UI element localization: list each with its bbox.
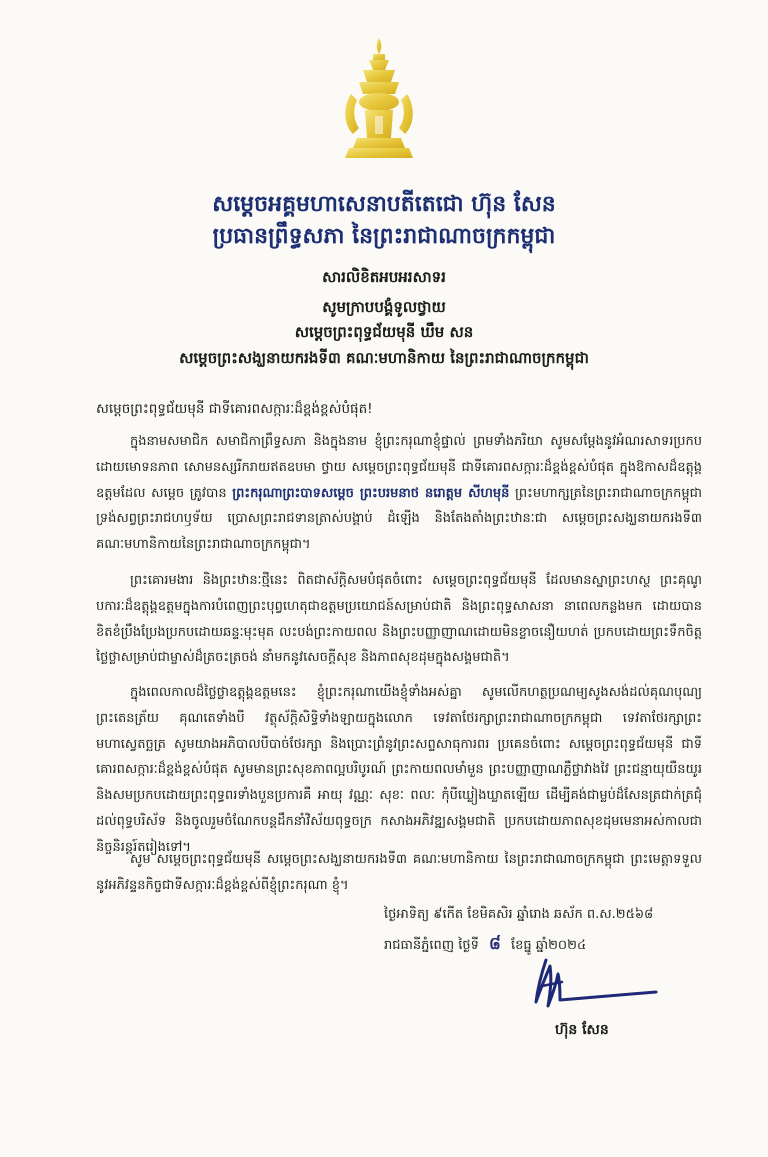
body-paragraph-2: ព្រះគោរមងារ និងព្រះឋានៈថ្មីនេះ ពិតជាស័ក្តិសមបំផុតចំពោះ សម្តេចព្រះពុទ្ធជ័យមុនី ដែលមានស្នាព្រះហស្ថ ព្រះគុណូបការៈដ៏ឧត្តុង្គឧត្តមក្នុងការបំពេញព្រះបុព្វហេតុជាឧត្តមប្រយោជន៍សម្រាប់ជាតិ និងព្រះពុទ្ធសាសនា នាពេលកន្លងមក ដោយបានខិតខំប្រឹងប្រែងប្រកបដោយឆន្ទៈមុះមុត លះបង់ព្រះកាយពល និងព្រះបញ្ញាញាណដោយមិនខ្លាចនឿយហត់ ប្រកបដោយព្រះទឹកចិត្តថ្លៃថ្លាសម្រាប់ជាម្ចាស់ដ៏ត្រចះត្រចង់ នាំមកនូវសេចក្តីសុខ និងភាពសុខដុមក្នុងសង្គមជាតិ។ bbox=[96, 573, 702, 666]
body-paragraph-3: ក្នុងពេលកាលដ៏ថ្លៃថ្លាឧត្តុង្គឧត្តមនេះ ខ្ញុំព្រះករុណាយើងខ្ញុំទាំងអស់គ្នា សូមលើកហត្ថប្រណម្យសូងសង់ដល់គុណបុណ្យព្រះតេនត្រ័យ គុណតេទាំងបី វត្ថុស័ក្តិសិទ្ធិទាំងឡាយក្នុងលោក ទេវតាថែរក្សាព្រះរាជាណាចក្រកម្ពុជា ទេវតាថែរក្សាព្រះមហាសេ្វតច្ឆត្រ សូមយាងអភិបាលបីបាច់ថែរក្សា និងប្រោះព្រំនូវព្រះសព្ទសាធុការពរ ប្រគេនចំពោះ សម្តេចព្រះពុទ្ធជ័យមុនី ជាទីគោរពសក្ការៈដ៏ខ្ពង់ខ្ពស់បំផុត សូមមានព្រះសុខភាពល្អបរិបូរណ៍ ព្រះកាយពលមាំមួន ព្រះបញ្ញាញាណភ្លឺថ្លាវាងវៃ ព្រះជន្មាយុយឺនយូរ និងសមប្រកបដោយព្រះពុទ្ធពរទាំងបួនប្រការគឺ អាយុ វណ្ណៈ សុខៈ ពលៈ កុំបីឃ្លៀងឃ្លាតឡើយ ដើម្បីគង់ជាម្លប់ដ៏សែនត្រជាក់ត្រជុំដល់ពុទ្ធបរិស័ទ និងចូលរួមចំណែកបន្តដឹកនាំវិស័យពុទ្ធចក្រ កសាងអភិវឌ្ឍសង្គមជាតិ ប្រកបដោយភាពសុខដុមមេនាអស់កាលជានិច្ចនិរន្តរ៍តរៀងទៅ។ bbox=[96, 685, 702, 855]
sender-title: ប្រធានព្រឹទ្ធសភា នៃព្រះរាជាណាចក្រកម្ពុជា bbox=[212, 224, 556, 249]
king-name: ព្រះករុណាព្រះបាទសម្តេច ព្រះបរមនាថ នរោត្តម សីហមុនី bbox=[232, 485, 510, 501]
letter-subject: សារលិខិតអបអរសាទរ bbox=[322, 268, 446, 286]
royal-emblem-icon bbox=[329, 36, 429, 160]
recipient-name: សម្តេចព្រះពុទ្ធជ័យមុនី ឃឹម សន bbox=[294, 323, 474, 341]
paragraph-1-text-b: ព្រះមហាក្សត្រនៃព្រះរាជាណាចក្រកម្ពុជា ទ្រង់សព្វព្រះរាជហឫទ័យ ប្រោសព្រះរាជទានត្រាស់បង្គាប់ ដំឡើង និងតែងតាំងព្រះឋានៈជា សម្តេចព្រះសង្ឃនាយករងទី៣ គណៈមហានិកាយនៃព្រះរាជាណាចក្រកម្ពុជា។ bbox=[96, 485, 702, 553]
recipient-title: សម្តេចព្រះសង្ឃនាយករងទី៣ គណៈមហានិកាយ នៃព្រះរាជាណាចក្រកម្ពុជា bbox=[179, 349, 589, 367]
signatory-name: ហ៊ុន សែន bbox=[555, 1022, 609, 1038]
date-day: ៨ bbox=[488, 934, 501, 954]
paragraph-1-text-a: ក្នុងនាមសមាជិក សមាជិកាព្រឹទ្ធសភា និងក្នុងនាម ខ្ញុំព្រះករុណាខ្ញុំផ្ទាល់ ព្រមទាំងភរិយា សូមសម្តែងនូវអំណរសាទរប្រកបដោយមោទនភាព សោមនស្សរីករាយឥតឧបមា ថ្វាយ សម្តេចព្រះពុទ្ធជ័យមុនី ជាទីគោរពសក្ការៈដ៏ខ្ពង់ខ្ពស់បំផុត ក្នុងឱកាសដ៏ឧត្តុង្គឧត្តមដែល សម្តេច ត្រូវបាន bbox=[96, 434, 702, 501]
body-paragraph-4: សូម សម្តេចព្រះពុទ្ធជ័យមុនី សម្តេចព្រះសង្ឃនាយករងទី៣ គណៈមហានិកាយ នៃព្រះរាជាណាចក្រកម្ពុជា ព្រះមេត្តាទទួលនូវអភិវន្ទនកិច្ចជាទីសក្ការៈដ៏ខ្ពង់ខ្ពស់ពីខ្ញុំព្រះករុណា ខ្ញុំ។ bbox=[96, 852, 702, 893]
sender-name: សម្តេចអគ្គមហាសេនាបតីតេជោ ហ៊ុន សែន bbox=[212, 192, 556, 217]
salutation: សម្តេចព្រះពុទ្ធជ័យមុនី ជាទីគោរពសក្ការៈដ៏ខ្ពង់ខ្ពស់បំផុត! bbox=[96, 401, 373, 417]
date-prefix: រាជធានីភ្នំពេញ ថ្ងៃទី bbox=[384, 938, 479, 953]
lunar-date: ថ្ងៃអាទិត្យ ៩កើត ខែមិគសិរ ឆ្នាំរោង ឆស័ក ព.ស.២៥៦៨ bbox=[384, 907, 654, 922]
signature-icon bbox=[520, 956, 658, 1014]
recipient-intro: សូមក្រាបបង្គំទូលថ្វាយ bbox=[322, 298, 446, 316]
body-paragraph-1 bbox=[96, 429, 702, 558]
solar-date bbox=[384, 933, 586, 958]
date-suffix: ខែធ្នូ ឆ្នាំ២០២៤ bbox=[510, 938, 587, 953]
